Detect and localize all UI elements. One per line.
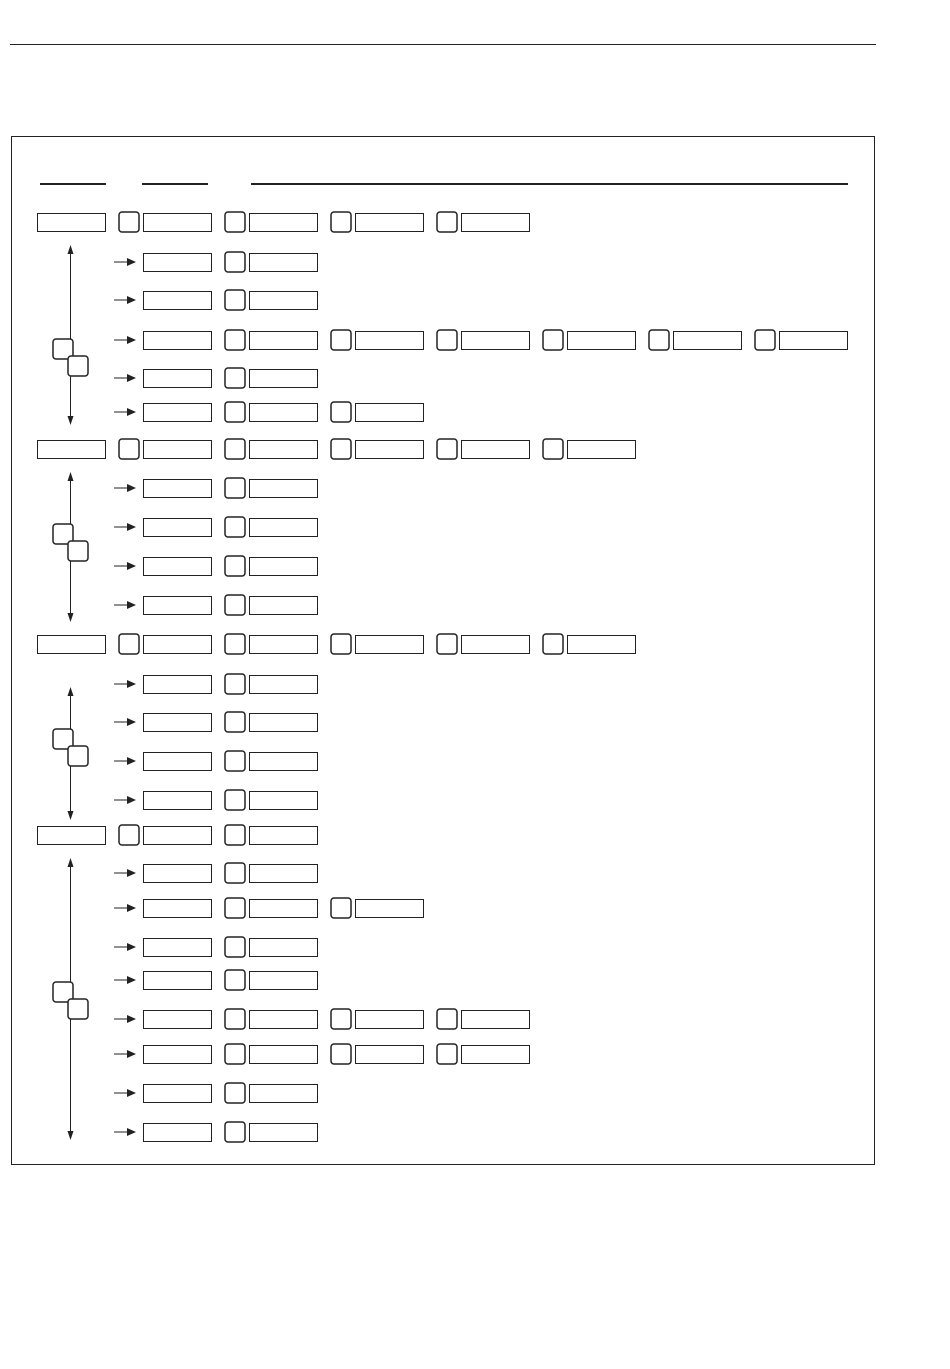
group-2-range-arrow-up xyxy=(68,472,74,481)
group-3-branch-connector-box xyxy=(225,712,245,732)
group-3-copy-symbol-front xyxy=(68,746,88,766)
group-4-header-field-box xyxy=(38,827,106,845)
group-1-branch-arrow-head xyxy=(127,258,136,266)
group-1-header-field-box xyxy=(250,214,318,232)
group-3-branch-field-box xyxy=(144,753,212,771)
group-1-branch-connector-box xyxy=(331,330,351,350)
group-2-branch-connector-box xyxy=(225,556,245,576)
group-1-branch-field-box xyxy=(250,370,318,388)
group-4-branch-connector-box xyxy=(225,863,245,883)
group-2-branch-field-box xyxy=(144,558,212,576)
group-2-branch-field-box xyxy=(250,480,318,498)
group-4-branch-arrow-head xyxy=(127,1015,136,1023)
group-3-branch-arrow-head xyxy=(127,757,136,765)
group-3-branch-arrow-head xyxy=(127,718,136,726)
group-3-branch-connector-box xyxy=(225,751,245,771)
group-2-header-connector-box xyxy=(119,439,139,459)
group-3-branch-field-box xyxy=(250,676,318,694)
group-4-branch-field-box xyxy=(250,939,318,957)
group-2-range-arrow-down xyxy=(68,613,74,622)
group-1-branch-field-box xyxy=(356,404,424,422)
group-1-header-field-box xyxy=(144,214,212,232)
group-3-branch-connector-box xyxy=(225,790,245,810)
group-2-branch-field-box xyxy=(250,519,318,537)
group-2-branch-field-box xyxy=(144,480,212,498)
group-3-header-connector-box xyxy=(225,634,245,654)
group-4-branch-arrow-head xyxy=(127,904,136,912)
group-1-branch-connector-box xyxy=(755,330,775,350)
group-4-branch-field-box xyxy=(250,900,318,918)
group-1-branch-field-box xyxy=(144,404,212,422)
group-4-header-field-box xyxy=(250,827,318,845)
group-1-branch-connector-box xyxy=(225,252,245,272)
group-4-branch-connector-box xyxy=(225,1083,245,1103)
group-4-branch-arrow-head xyxy=(127,943,136,951)
group-4-branch-field-box xyxy=(356,1011,424,1029)
group-3-branch-field-box xyxy=(250,792,318,810)
group-1-branch-field-box xyxy=(144,370,212,388)
group-4-branch-connector-box xyxy=(437,1009,457,1029)
group-4-branch-connector-box xyxy=(225,898,245,918)
group-1-range-arrow-up xyxy=(68,245,74,254)
group-3-branch-connector-box xyxy=(225,674,245,694)
group-4-branch-arrow-head xyxy=(127,1050,136,1058)
group-3-header-field-box xyxy=(144,636,212,654)
group-1-branch-connector-box xyxy=(225,330,245,350)
group-3-branch-arrow-head xyxy=(127,796,136,804)
group-1-branch-field-box xyxy=(144,292,212,310)
group-3-branch-field-box xyxy=(144,792,212,810)
group-3-range-arrow-down xyxy=(68,811,74,820)
group-2-branch-field-box xyxy=(250,597,318,615)
group-2-branch-field-box xyxy=(144,597,212,615)
group-4-branch-field-box xyxy=(250,1046,318,1064)
group-4-branch-connector-box xyxy=(331,1044,351,1064)
group-1-branch-field-box xyxy=(462,332,530,350)
group-4-branch-connector-box xyxy=(225,970,245,990)
group-3-header-field-box xyxy=(356,636,424,654)
group-2-header-connector-box xyxy=(225,439,245,459)
group-4-branch-field-box xyxy=(356,900,424,918)
group-3-branch-field-box xyxy=(144,714,212,732)
group-1-branch-connector-box xyxy=(543,330,563,350)
group-4-branch-field-box xyxy=(462,1046,530,1064)
group-2-header-field-box xyxy=(568,441,636,459)
group-2-branch-connector-box xyxy=(225,478,245,498)
group-2-branch-connector-box xyxy=(225,595,245,615)
group-3-header-connector-box xyxy=(119,634,139,654)
group-4-header-connector-box xyxy=(225,825,245,845)
group-2-branch-connector-box xyxy=(225,517,245,537)
group-1-branch-field-box xyxy=(250,332,318,350)
group-4-header-connector-box xyxy=(119,825,139,845)
group-1-header-connector-box xyxy=(437,212,457,232)
group-1-header-connector-box xyxy=(225,212,245,232)
group-4-branch-field-box xyxy=(144,1085,212,1103)
group-4-branch-connector-box xyxy=(225,1044,245,1064)
group-4-header-field-box xyxy=(144,827,212,845)
group-4-branch-field-box xyxy=(250,972,318,990)
group-3-header-field-box xyxy=(250,636,318,654)
group-1-branch-field-box xyxy=(250,254,318,272)
group-1-copy-symbol-front xyxy=(68,356,88,376)
group-4-branch-connector-box xyxy=(225,937,245,957)
group-3-branch-field-box xyxy=(144,676,212,694)
group-2-branch-arrow-head xyxy=(127,484,136,492)
group-1-branch-arrow-head xyxy=(127,374,136,382)
group-1-branch-field-box xyxy=(144,332,212,350)
group-1-branch-field-box xyxy=(674,332,742,350)
group-1-branch-arrow-head xyxy=(127,296,136,304)
group-4-branch-field-box xyxy=(144,1124,212,1142)
group-2-branch-arrow-head xyxy=(127,601,136,609)
group-1-branch-field-box xyxy=(250,292,318,310)
group-4-branch-field-box xyxy=(250,1124,318,1142)
group-1-header-connector-box xyxy=(331,212,351,232)
group-2-branch-field-box xyxy=(144,519,212,537)
group-4-branch-field-box xyxy=(462,1011,530,1029)
group-4-branch-arrow-head xyxy=(127,976,136,984)
group-1-branch-connector-box xyxy=(331,402,351,422)
group-4-branch-field-box xyxy=(144,865,212,883)
group-1-range-arrow-down xyxy=(68,416,74,425)
group-3-branch-field-box xyxy=(250,714,318,732)
group-4-branch-field-box xyxy=(144,972,212,990)
group-4-branch-arrow-head xyxy=(127,1128,136,1136)
group-3-branch-arrow-head xyxy=(127,680,136,688)
group-3-header-connector-box xyxy=(331,634,351,654)
group-4-branch-connector-box xyxy=(437,1044,457,1064)
group-3-range-arrow-up xyxy=(68,687,74,696)
group-4-branch-arrow-head xyxy=(127,869,136,877)
group-2-copy-symbol-front xyxy=(68,541,88,561)
group-1-branch-connector-box xyxy=(437,330,457,350)
group-1-branch-connector-box xyxy=(649,330,669,350)
group-4-range-arrow-down xyxy=(68,1131,74,1140)
group-4-branch-connector-box xyxy=(331,1009,351,1029)
group-4-copy-symbol-front xyxy=(68,999,88,1019)
group-2-header-field-box xyxy=(38,441,106,459)
group-1-branch-connector-box xyxy=(225,402,245,422)
group-1-header-field-box xyxy=(462,214,530,232)
group-2-header-connector-box xyxy=(543,439,563,459)
group-2-header-field-box xyxy=(462,441,530,459)
group-4-range-arrow-up xyxy=(68,858,74,867)
group-3-header-connector-box xyxy=(437,634,457,654)
group-4-branch-field-box xyxy=(144,1011,212,1029)
group-4-branch-field-box xyxy=(250,865,318,883)
group-2-branch-arrow-head xyxy=(127,562,136,570)
group-1-branch-field-box xyxy=(144,254,212,272)
group-2-branch-field-box xyxy=(250,558,318,576)
group-2-header-field-box xyxy=(144,441,212,459)
group-4-branch-field-box xyxy=(250,1085,318,1103)
group-1-header-field-box xyxy=(356,214,424,232)
group-1-branch-field-box xyxy=(568,332,636,350)
group-1-branch-field-box xyxy=(780,332,848,350)
group-1-branch-connector-box xyxy=(225,368,245,388)
group-1-branch-arrow-head xyxy=(127,408,136,416)
group-3-branch-field-box xyxy=(250,753,318,771)
group-1-header-connector-box xyxy=(119,212,139,232)
group-4-branch-field-box xyxy=(144,939,212,957)
group-3-header-field-box xyxy=(38,636,106,654)
group-4-branch-field-box xyxy=(356,1046,424,1064)
group-4-branch-field-box xyxy=(250,1011,318,1029)
group-2-branch-arrow-head xyxy=(127,523,136,531)
group-4-branch-field-box xyxy=(144,900,212,918)
group-3-header-field-box xyxy=(568,636,636,654)
group-1-header-field-box xyxy=(38,214,106,232)
group-4-branch-arrow-head xyxy=(127,1089,136,1097)
group-3-header-connector-box xyxy=(543,634,563,654)
group-3-header-field-box xyxy=(462,636,530,654)
group-4-branch-connector-box xyxy=(225,1122,245,1142)
group-4-branch-field-box xyxy=(144,1046,212,1064)
group-2-header-field-box xyxy=(356,441,424,459)
group-2-header-connector-box xyxy=(437,439,457,459)
group-2-header-connector-box xyxy=(331,439,351,459)
group-2-header-field-box xyxy=(250,441,318,459)
group-4-branch-connector-box xyxy=(225,1009,245,1029)
group-1-branch-arrow-head xyxy=(127,336,136,344)
group-1-branch-field-box xyxy=(250,404,318,422)
group-4-branch-connector-box xyxy=(331,898,351,918)
group-1-branch-connector-box xyxy=(225,290,245,310)
group-1-branch-field-box xyxy=(356,332,424,350)
